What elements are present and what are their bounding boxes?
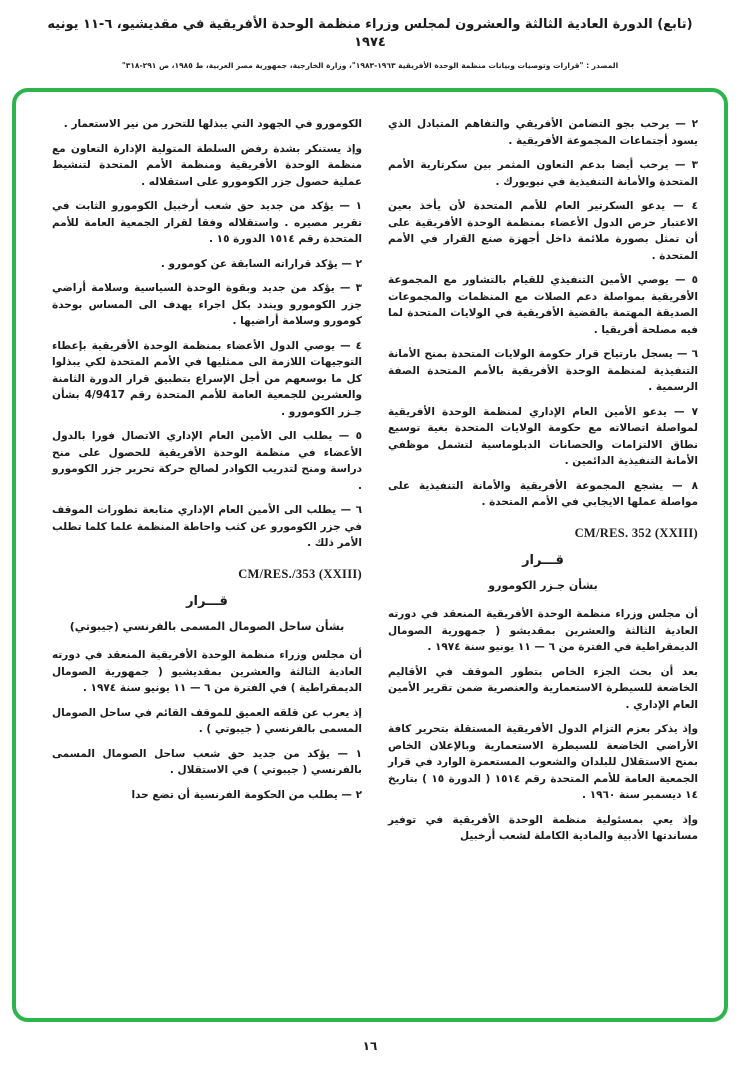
paragraph: أن مجلس وزراء منظمة الوحدة الأفريقية المنعقد في دورته العادية الثالثة والعشرين بمقديشيو ( جمهورية الصومال الديمقراطية ) في الفترة من ٦ — ١١ يونيو سنة ١٩٧٤ . xyxy=(52,649,362,694)
paragraph: وإذ يستنكر بشدة رفض السلطة المتولية الإدارة التعاون مع منظمة الوحدة الأفريقية ومنظمة الأمم المتحدة لتنشيط عملية حصول جزر الكومورو على استقلاله . xyxy=(52,142,362,188)
page-number: ١٦ xyxy=(362,1039,378,1053)
resolution-id: CM/RES./353 (XXIII) xyxy=(238,566,362,581)
two-column-layout xyxy=(52,116,698,1010)
paragraph: الكومورو في الجهود التي يبذلها للتحرر من نير الاستعمار . xyxy=(63,118,362,130)
paragraph: ٣ — يرحب أيضا بدعم التعاون المثمر بين سكرتارية الأمم المتحدة والأمانة التنفيذية في نيويورك . xyxy=(388,159,698,188)
resolution-title: قـــرار xyxy=(522,553,564,568)
paragraph: ٦ — يسجل بارتياح قرار حكومة الولايات المتحدة بمنح الأمانة التنفيذية لمنظمة الوحدة الأفريقية بالأمم المتحدة الصفة الرسمية . xyxy=(388,348,698,393)
paragraph: ٦ — يطلب الى الأمين العام الإداري متابعة تطورات الموقف في جزر الكومورو عن كثب واحاطة المنظمة علما كلما تطلب الأمر ذلك . xyxy=(52,504,362,549)
paragraph: ٨ — يشجع المجموعة الأفريقية والأمانة التنفيذية على مواصلة عملها الايجابي في الأمم المتحدة . xyxy=(388,479,698,508)
paragraph: ٤ — يدعو السكرتير العام للأمم المتحدة لأن يأخذ بعين الاعتبار حرص الدول الأعضاء بمنظمة الوحدة الأفريقية على أن تمثل بصورة ملائمة داخل أجهزة صنع القرار في الأمم المتحدة . xyxy=(388,200,698,262)
paragraph: بعد أن بحث الجزء الخاص بتطور الموقف في الأقاليم الخاضعة للسيطرة الاستعمارية والعنصرية ضمن تقرير الأمين العام الإداري . xyxy=(388,665,698,711)
paragraph: أن مجلس وزراء منظمة الوحدة الأفريقية المنعقد في دورته العادية الثالثة والعشرين بمقديشو ( جمهورية الصومال الديمقراطية في الفترة من ٦ — ١١ يونيو سنة ١٩٧٤ . xyxy=(388,608,698,653)
paragraph: وإذ يذكر بعزم التزام الدول الأفريقية المستقلة بتحرير كافة الأراضي الخاضعة للسيطرة الاستعمارية وبالإعلان الخاص بمنح الاستقلال للبلدان والشعوب المستعمرة الوارد في قرار الجمعية العامة للأمم المتحدة رقم ١٥١٤ ( الدورة ١٥ ) بتاريخ ١٤ ديسمبر سنة ١٩٦٠ . xyxy=(388,723,698,801)
resolution-title: قـــرار xyxy=(186,594,228,609)
page-header-source: المصدر : "قرارات وتوصيات وبيانات منظمة الوحدة الأفريقية ١٩٦٣-١٩٨٣"، وزارة الخارجية، جمهورية مصر العربية، ط ١٩٨٥، ص ٢٩١-٣١٨" xyxy=(121,61,619,70)
right-column xyxy=(388,116,698,1010)
resolution-subject: بشأن جـزر الكومورو xyxy=(488,578,598,592)
paragraph: ١ — يؤكد من جديد حق شعب أرخبيل الكومورو الثابت في تقرير مصيره . واستقلاله وفقا لقرار الجمعية العامة للأمم المتحدة رقم ١٥١٤ الدورة ١٥ . xyxy=(52,200,362,245)
resolution-id: CM/RES. 352 (XXIII) xyxy=(574,525,698,540)
paragraph: ٣ — يؤكد من جديد وبقوة الوحدة السياسية وسلامة أراضي جزر الكومورو ويندد بكل اجراء يهدف الى المساس بوحدة كومورو وسلامة أراضيها . xyxy=(52,282,362,327)
paragraph: ٧ — يدعو الأمين العام الإداري لمنظمة الوحدة الأفريقية لمواصلة اتصالاته مع حكومة الولايات المتحدة بغية توسيع نطاق الالتزامات والحصانات الدبلوماسية لتشمل موظفي الأمانة التنفيذية الدائمين . xyxy=(388,405,698,467)
left-column xyxy=(52,116,362,1010)
paragraph: ١ — يؤكد من جديد حق شعب ساحل الصومال المسمى بالفرنسي ( جيبوتي ) في الاستقلال . xyxy=(52,747,362,776)
paragraph: ٢ — يرحب بجو التضامن الأفريقي والتفاهم المتبادل الذي يسود أجتماعات المجموعة الأفريقية . xyxy=(388,118,698,147)
paragraph: إذ يعرب عن قلقه العميق للموقف القائم في ساحل الصومال المسمى بالفرنسي ( جيبوتي ) . xyxy=(52,706,362,735)
paragraph: ٢ — يطلب من الحكومة الفرنسية أن تضع حدا xyxy=(131,788,362,801)
paragraph: ٥ — يوصي الأمين التنفيذي للقيام بالتشاور مع المجموعة الأفريقية بمواصلة دعم الصلات مع المنظمات والمجموعات الصديقة المهتمة بالقضية الأفريقية في الولايات المتحدة لما فيه مصلحة أفريقيا . xyxy=(388,274,698,336)
resolution-subject: بشأن ساحل الصومال المسمى بالفرنسي (جيبوتي) xyxy=(69,619,345,633)
paragraph: ٤ — يوصي الدول الأعضاء بمنظمة الوحدة الأفريقية بإعطاء التوجيهات اللازمة الى ممثليها في الأمم المتحدة لكي يبذلوا كل ما بوسعهم من أجل الإسراع بتطبيق قرار الدورة الثامنة والعشرين للجمعية العامة للأمم المتحدة رقم 4/9417 بشأن جـزر الكومورو . xyxy=(52,339,363,418)
paragraph: وإذ يعي بمسئولية منظمة الوحدة الأفريقية في توفير مساندتها الأدبية والمادية الكاملة لشعب أرخبيل xyxy=(388,813,698,842)
page-header-title: (تابع) الدورة العادية الثالثة والعشرون لمجلس وزراء منظمة الوحدة الأفريقية في مقديشيو، ٦-١١ يونيه ١٩٧٤ xyxy=(47,17,693,50)
content-frame xyxy=(12,88,728,1022)
paragraph: ٥ — يطلب الى الأمين العام الإداري الاتصال فورا بالدول الأعضاء في منظمة الوحدة الأفريقية للحصول على منح دراسة ومنح لتدريب الكوادر لصالح حركة تحرير جزر الكومورو . xyxy=(52,430,362,492)
paragraph: ٢ — يؤكد قراراته السابقة عن كومورو . xyxy=(160,257,362,270)
